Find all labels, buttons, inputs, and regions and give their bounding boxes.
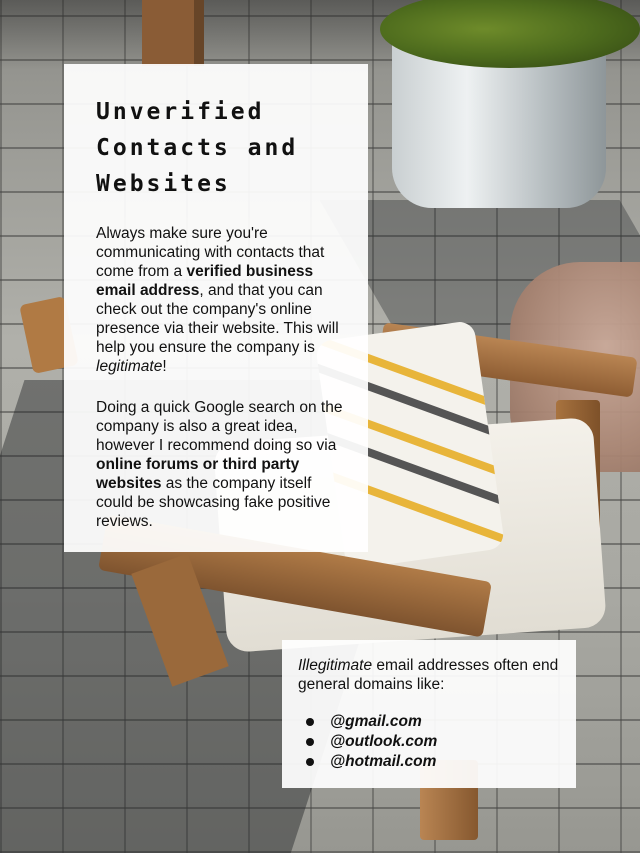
paragraph-text: Doing a quick Google search on the company is also a great idea, however I recommend doing so via [96, 399, 343, 454]
emphasis-illegitimate: Illegitimate [298, 657, 373, 674]
paragraph-text: as the company itself could be showcasing fake positive reviews. [96, 475, 331, 530]
paragraph-google-search [96, 398, 348, 531]
emphasis-legitimate: legitimate [96, 358, 163, 375]
domain-item-hotmail: @hotmail.com [306, 752, 562, 772]
paragraph-text: Always make sure you're communicating with contacts that come from a [96, 225, 325, 280]
wooden-post [142, 0, 204, 66]
card-title: Unverified Contacts and Websites [96, 99, 299, 197]
info-card [64, 64, 368, 552]
note-intro [298, 656, 562, 694]
domains-note-card [282, 640, 576, 788]
domain-list [298, 712, 562, 772]
paragraph-verified-contacts [96, 224, 348, 376]
domain-item-outlook: @outlook.com [306, 732, 562, 752]
domain-item-gmail: @gmail.com [306, 712, 562, 732]
paragraph-text: ! [162, 358, 167, 375]
emphasis-forums: online forums or third party websites [96, 456, 300, 492]
note-text: email addresses often end general domains like: [298, 657, 559, 693]
emphasis-verified-email: verified business email address [96, 263, 314, 299]
paragraph-text: , and that you can check out the company's online presence via their website. This will help you ensure the company is [96, 282, 339, 356]
